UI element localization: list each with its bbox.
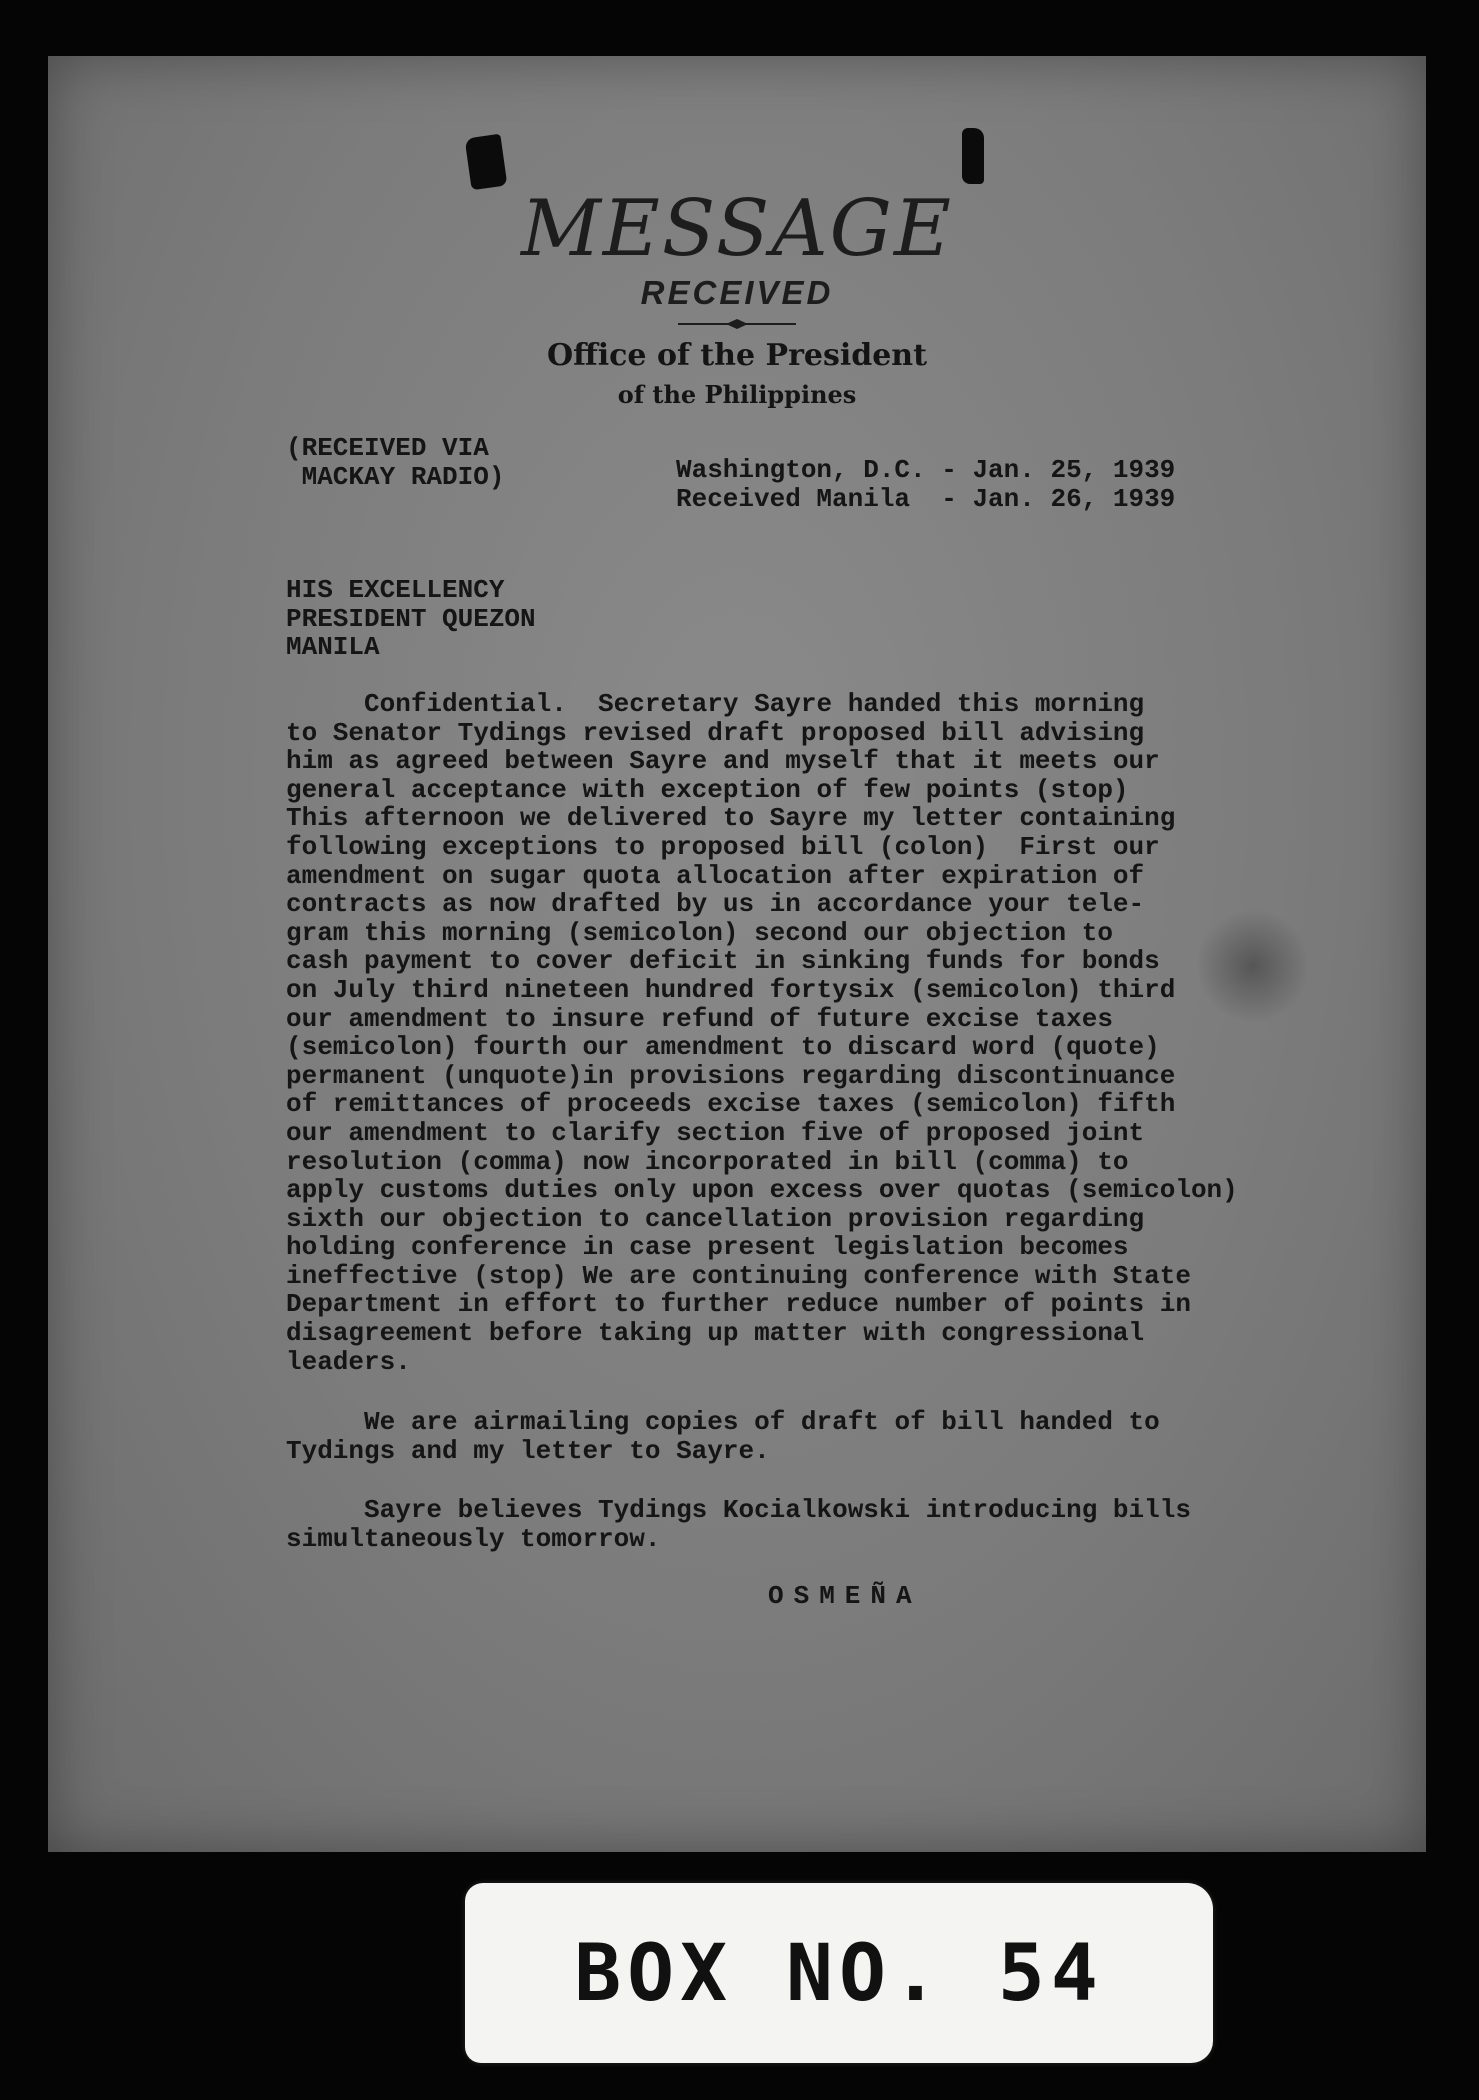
body-paragraph-1: Confidential. Secretary Sayre handed this morning to Senator Tydings revised draft proposed bill advising him as agreed between Sayre and myself that it meets our general acceptance with exception of few points (stop) This afternoon we delivered to Sayre my letter containing following exceptions to proposed bill (colon) First our amendment on sugar quota allocation after expiration of contracts as now drafted by us in accordance your tele- gram this morning (semicolon) second our objection to cash payment to cover deficit in sinking funds for bonds on July third nineteen hundred fortysix (semicolon) third our amendment to insure refund of future excise taxes (semicolon) fourth our amendment to discard word (quote) permanent (unquote)in provisions regarding discontinuance of remittances of proceeds excise taxes (semicolon) fifth our amendment to clarify section five of proposed joint resolution (comma) now incorporated in bill (comma) to apply customs duties only upon excess over quotas (semicolon) sixth our objection to cancellation provision regarding holding conference in case present legislation becomes ineffective (stop) We are continuing conference with State Department in effort to further reduce number of points in disagreement before taking up matter with congressional leaders. — [286, 689, 1238, 1377]
message-title: MESSAGE — [521, 184, 953, 274]
office-name: Office of the President — [547, 338, 927, 373]
body-paragraph-2: We are airmailing copies of draft of bill handed to Tydings and my letter to Sayre. — [286, 1407, 1160, 1466]
punch-hole-left — [465, 134, 508, 191]
office-country: of the Philippines — [617, 380, 857, 409]
addressee-block: HIS EXCELLENCY PRESIDENT QUEZON MANILA — [286, 575, 536, 663]
document-sheet — [48, 56, 1426, 1852]
body-paragraph-3: Sayre believes Tydings Kocialkowski introducing bills simultaneously tomorrow. — [286, 1495, 1191, 1554]
signature: OSMEÑA — [768, 1581, 922, 1611]
punch-hole-right — [962, 128, 984, 184]
message-subtitle: RECEIVED — [640, 274, 834, 311]
transmission-via: (RECEIVED VIA MACKAY RADIO) — [286, 433, 505, 492]
archive-box-label-text: BOX NO. 54 — [574, 1929, 1104, 2019]
archive-box-label — [465, 1883, 1213, 2063]
divider-ornament — [678, 318, 796, 330]
dateline: Washington, D.C. - Jan. 25, 1939 Received Manila - Jan. 26, 1939 — [676, 455, 1176, 514]
